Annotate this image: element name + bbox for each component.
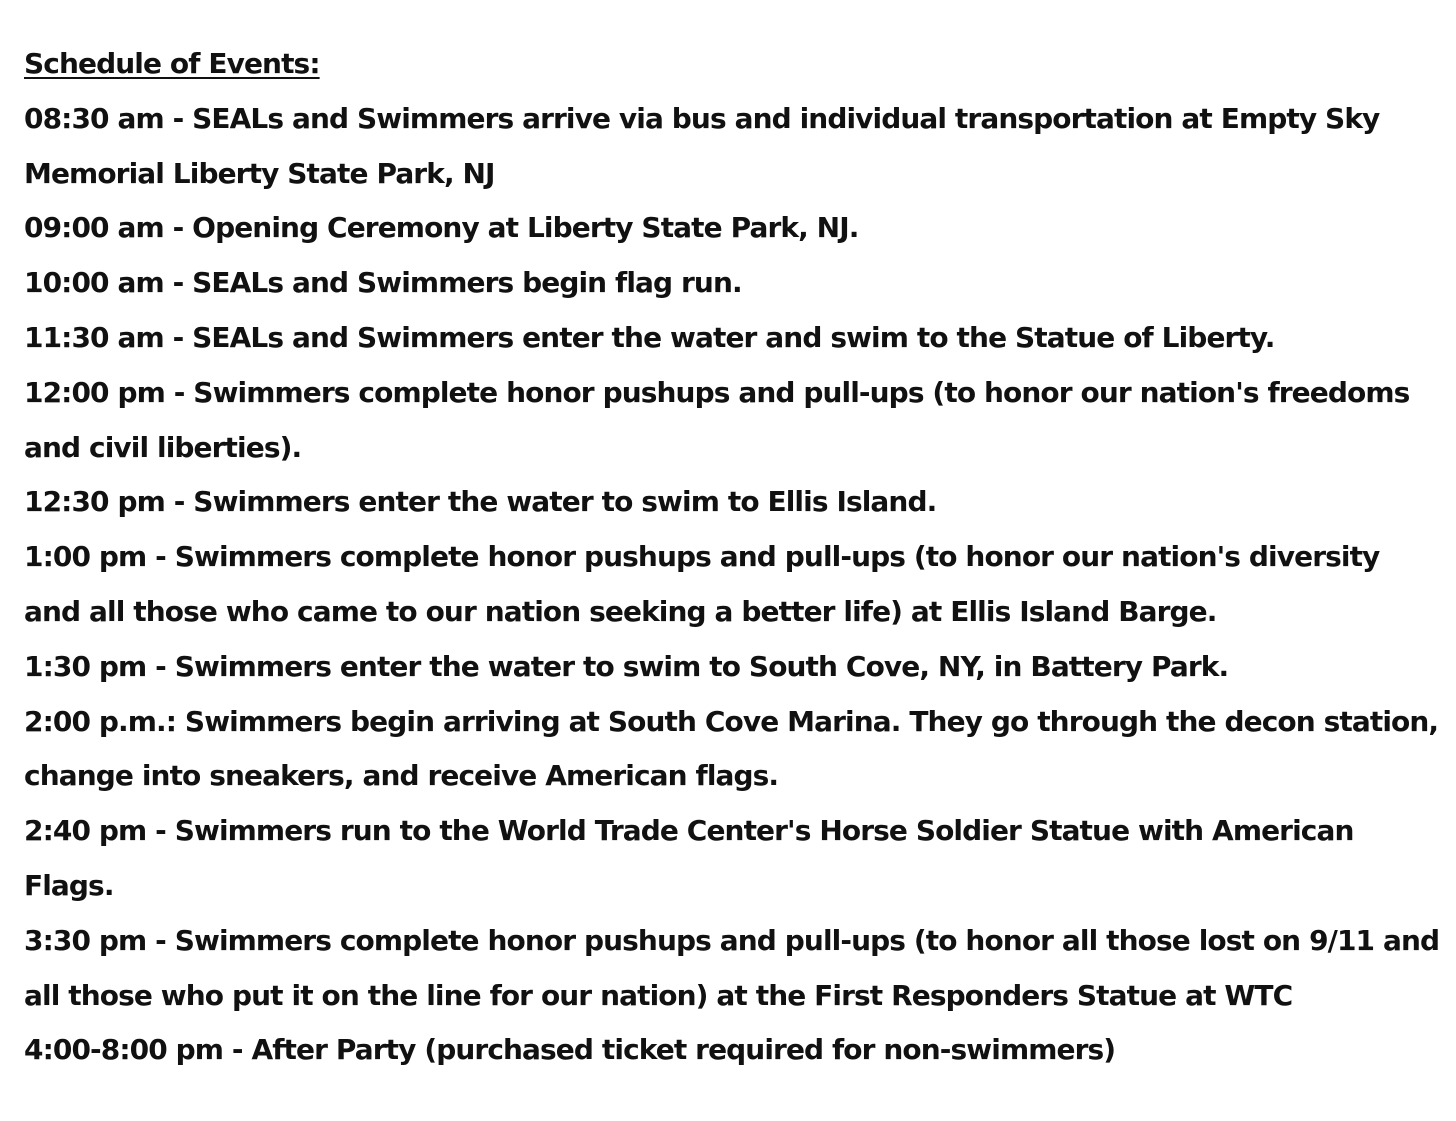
schedule-heading: Schedule of Events: — [24, 47, 320, 80]
event-item: 11:30 am - SEALs and Swimmers enter the water and swim to the Statue of Liberty. — [24, 320, 1275, 354]
event-item: 3:30 pm - Swimmers complete honor pushups and pull-ups (to honor all those lost on 9/11 and all those who put it on the line for our nation) at the First Responders Statue at WTC — [24, 923, 1440, 1012]
event-item: 4:00-8:00 pm - After Party (purchased ticket required for non-swimmers) — [24, 1033, 1116, 1067]
event-item: 1:00 pm - Swimmers complete honor pushups and pull-ups (to honor our nation's diversity and all those who came to our nation seeking a better life) at Ellis Island Barge. — [24, 540, 1380, 628]
event-item: 2:40 pm - Swimmers run to the World Trade Center's Horse Soldier Statue with American Flags. — [24, 814, 1354, 902]
event-item: 09:00 am - Opening Ceremony at Liberty State Park, NJ. — [24, 211, 859, 245]
event-item: 1:30 pm - Swimmers enter the water to swim to South Cove, NY, in Battery Park. — [24, 649, 1229, 683]
event-item: 10:00 am - SEALs and Swimmers begin flag run. — [24, 266, 742, 300]
schedule-document — [24, 37, 1444, 1078]
event-item: 08:30 am - SEALs and Swimmers arrive via bus and individual transportation at Empty Sky Memorial Liberty State Park, NJ — [24, 101, 1380, 190]
event-item: 12:00 pm - Swimmers complete honor pushups and pull-ups (to honor our nation's freedoms and civil liberties). — [24, 375, 1410, 464]
event-item: 2:00 p.m.: Swimmers begin arriving at South Cove Marina. They go through the decon station, change into sneakers, and receive American flags. — [24, 704, 1439, 793]
event-item: 12:30 pm - Swimmers enter the water to swim to Ellis Island. — [24, 485, 937, 519]
